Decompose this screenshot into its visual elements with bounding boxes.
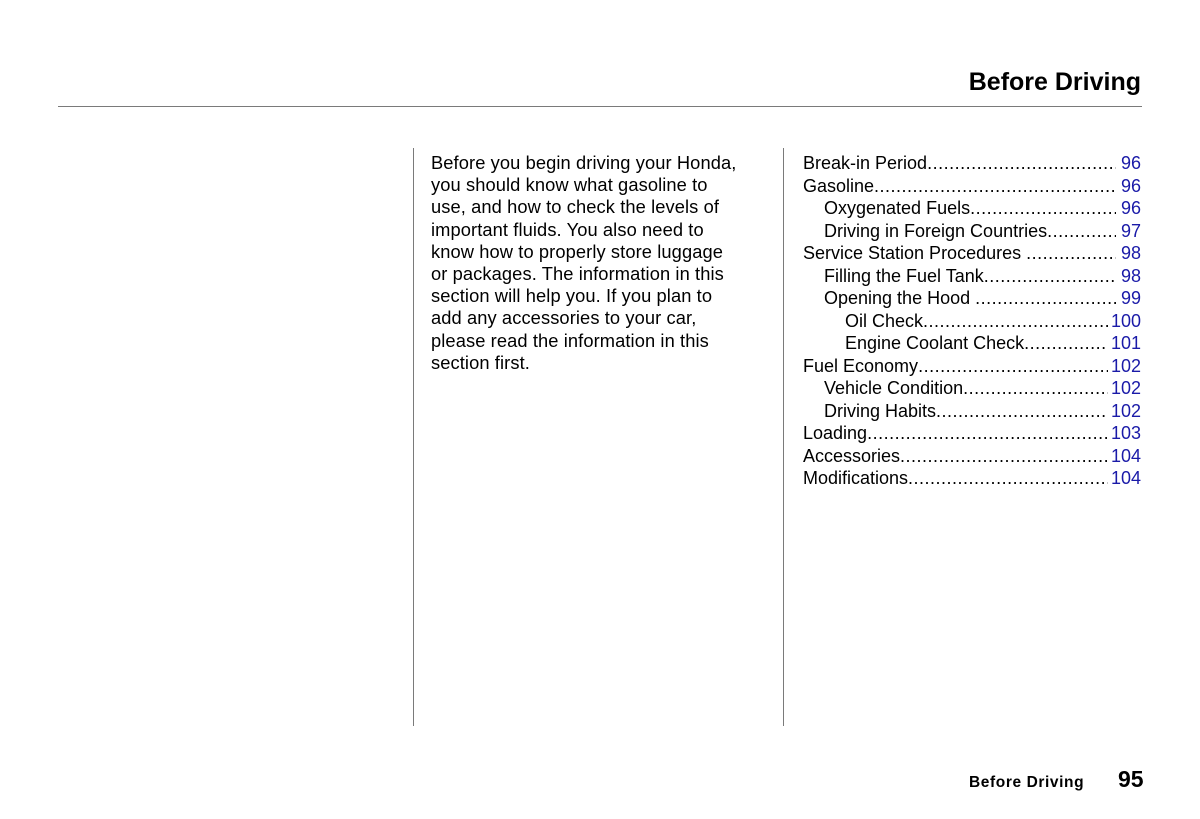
toc-page-link[interactable]: 102	[1110, 355, 1141, 376]
toc-entry-filling-the-fuel-tank[interactable]	[803, 265, 1141, 288]
toc-entry-engine-coolant-check[interactable]	[803, 332, 1141, 355]
toc-entry-label: Service Station Procedures	[803, 243, 1027, 263]
toc-entry-loading[interactable]	[803, 422, 1141, 445]
intro-line: know how to properly store luggage	[431, 240, 724, 262]
toc-page-link[interactable]: 96	[1120, 175, 1141, 196]
toc-page-link[interactable]: 101	[1110, 333, 1141, 353]
footer-page-number: 95	[1118, 766, 1144, 792]
intro-line: section first.	[431, 351, 530, 373]
toc-page-link[interactable]: 98	[1120, 243, 1141, 263]
toc-entry-label: Vehicle Condition	[824, 378, 964, 398]
toc-leader-dots	[1026, 242, 1116, 265]
toc-leader-dots	[1047, 220, 1116, 243]
toc-entry-service-station-procedures[interactable]	[803, 242, 1141, 265]
toc-leader-dots	[908, 467, 1108, 490]
toc-leader-dots	[874, 175, 1116, 198]
toc-entry-driving-habits[interactable]	[803, 400, 1141, 423]
footer-section-label: Before Driving	[969, 774, 1085, 791]
toc-page-link[interactable]: 97	[1120, 220, 1141, 241]
column-divider-right	[783, 148, 784, 726]
page-title: Before Driving	[968, 68, 1141, 96]
toc-leader-dots	[936, 400, 1108, 423]
toc-entry-label: Oil Check	[845, 310, 924, 331]
intro-line: or packages. The information in this	[431, 263, 724, 285]
toc-entry-label: Driving Habits	[824, 400, 937, 421]
toc-page-link[interactable]: 103	[1110, 423, 1141, 443]
table-of-contents	[803, 152, 1141, 490]
toc-entry-driving-in-foreign-countries[interactable]	[803, 220, 1141, 243]
intro-line: section will help you. If you plan to	[431, 285, 713, 307]
toc-page-link[interactable]: 104	[1110, 468, 1141, 488]
toc-entry-label: Opening the Hood	[824, 288, 976, 308]
intro-paragraph	[431, 152, 779, 374]
toc-entry-label: Fuel Economy	[803, 355, 919, 376]
intro-line: Before you begin driving your Honda,	[431, 152, 737, 173]
toc-entry-label: Gasoline	[803, 175, 875, 196]
toc-page-link[interactable]: 96	[1120, 198, 1141, 218]
intro-line: important fluids. You also need to	[431, 218, 704, 240]
toc-entry-opening-the-hood[interactable]	[803, 287, 1141, 310]
column-divider-left	[413, 148, 414, 726]
toc-entry-label: Engine Coolant Check	[845, 333, 1025, 353]
toc-leader-dots	[867, 422, 1108, 445]
toc-entry-label: Accessories	[803, 445, 901, 466]
toc-leader-dots	[975, 287, 1116, 310]
toc-page-link[interactable]: 96	[1120, 153, 1141, 173]
toc-page-link[interactable]: 99	[1120, 288, 1141, 308]
intro-line: use, and how to check the levels of	[431, 196, 720, 218]
toc-leader-dots	[923, 310, 1108, 333]
toc-page-link[interactable]: 98	[1120, 265, 1141, 286]
toc-entry-modifications[interactable]	[803, 467, 1141, 490]
toc-page-link[interactable]: 104	[1110, 445, 1141, 466]
toc-leader-dots	[927, 152, 1116, 175]
toc-entry-oxygenated-fuels[interactable]	[803, 197, 1141, 220]
toc-leader-dots	[1024, 332, 1108, 355]
toc-entry-label: Filling the Fuel Tank	[824, 265, 984, 286]
toc-leader-dots	[963, 377, 1108, 400]
intro-line: add any accessories to your car,	[431, 307, 697, 329]
toc-entry-accessories[interactable]	[803, 445, 1141, 468]
toc-entry-label: Driving in Foreign Countries	[824, 220, 1048, 241]
toc-leader-dots	[970, 197, 1116, 220]
toc-leader-dots	[900, 445, 1108, 468]
toc-entry-label: Loading	[803, 423, 868, 443]
toc-entry-oil-check[interactable]	[803, 310, 1141, 333]
intro-line: you should know what gasoline to	[431, 174, 708, 196]
toc-entry-break-in-period[interactable]	[803, 152, 1141, 175]
toc-leader-dots	[984, 265, 1116, 288]
toc-page-link[interactable]: 102	[1110, 400, 1141, 421]
header-divider	[58, 106, 1142, 107]
toc-page-link[interactable]: 102	[1110, 378, 1141, 398]
toc-entry-vehicle-condition[interactable]	[803, 377, 1141, 400]
toc-entry-fuel-economy[interactable]	[803, 355, 1141, 378]
intro-line: please read the information in this	[431, 329, 709, 351]
toc-entry-label: Modifications	[803, 468, 909, 488]
toc-leader-dots	[918, 355, 1108, 378]
toc-entry-label: Oxygenated Fuels	[824, 198, 971, 218]
toc-entry-label: Break-in Period	[803, 153, 928, 173]
toc-page-link[interactable]: 100	[1110, 310, 1141, 331]
toc-entry-gasoline[interactable]	[803, 175, 1141, 198]
